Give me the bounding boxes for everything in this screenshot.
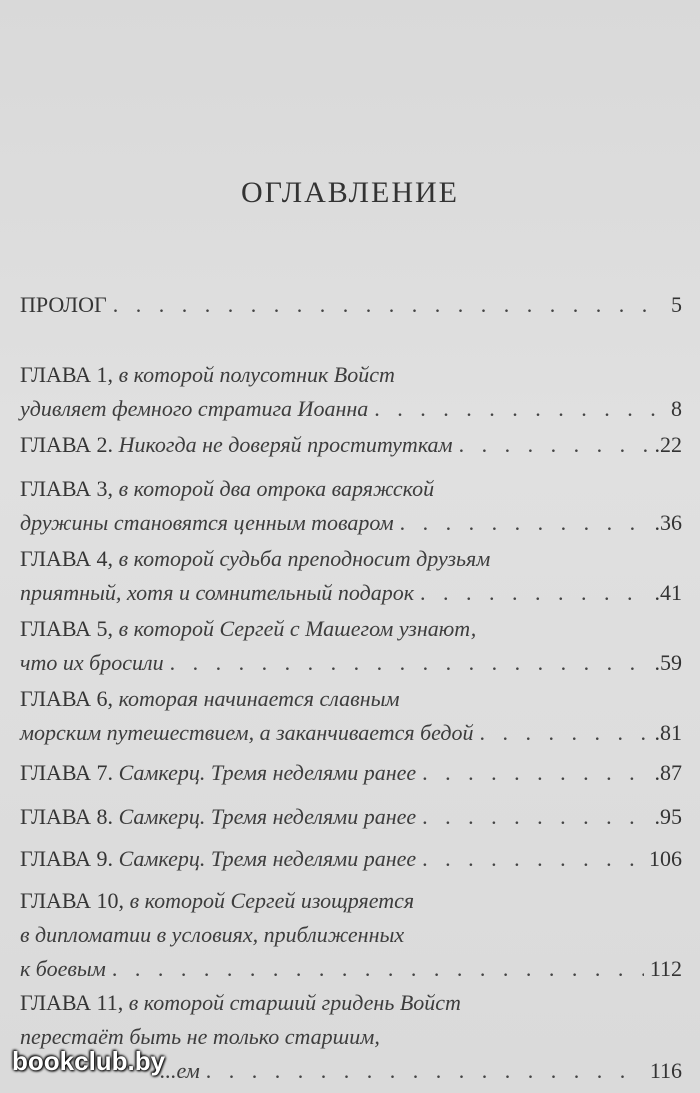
- toc-chapter-label: ГЛАВА 8.: [20, 804, 114, 829]
- toc-entry-prologue[interactable]: [20, 288, 682, 322]
- toc-chapter-subtitle: Самкерц. Тремя неделями ранее: [118, 846, 417, 871]
- page-title: ОГЛАВЛЕНИЕ: [241, 176, 459, 209]
- toc-page-number: .22: [654, 432, 682, 457]
- toc-chapter-subtitle: в которой два отрока варяжской: [118, 476, 435, 501]
- toc-chapter-subtitle-cont: удивляет фемного стратига Иоанна: [20, 396, 369, 421]
- toc-chapter-label: ГЛАВА 7.: [20, 760, 114, 785]
- leader-dots: [112, 952, 644, 986]
- toc-entry-chapter-8[interactable]: [20, 800, 682, 834]
- toc-chapter-subtitle: Никогда не доверяй проституткам: [118, 432, 453, 457]
- toc-chapter-subtitle-cont: дружины становятся ценным товаром: [20, 510, 394, 535]
- leader-dots: [420, 576, 648, 610]
- toc-chapter-label: ГЛАВА 2.: [20, 432, 114, 457]
- toc-entry-chapter-4[interactable]: [20, 542, 682, 610]
- toc-chapter-subtitle: в которой Сергей изощряется: [129, 888, 415, 913]
- toc-chapter-subtitle-cont: что их бросили: [20, 650, 164, 675]
- toc-entry-chapter-1[interactable]: [20, 358, 682, 426]
- toc-chapter-subtitle: в которой судьба преподносит друзьям: [118, 546, 491, 571]
- toc-page-number: .87: [654, 760, 682, 785]
- toc-chapter-subtitle-cont2: к боевым: [20, 956, 106, 981]
- toc-entry-chapter-7[interactable]: [20, 756, 682, 790]
- toc-chapter-subtitle-cont: приятный, хотя и сомнительный подарок: [20, 580, 415, 605]
- toc-chapter-label: ГЛАВА 10,: [20, 888, 125, 913]
- toc-page-number: 5: [671, 292, 682, 317]
- toc-chapter-subtitle-cont2: ...ем: [160, 1058, 200, 1083]
- toc-page-number: .36: [654, 510, 682, 535]
- toc-page-number: .95: [654, 804, 682, 829]
- leader-dots: [206, 1054, 644, 1088]
- toc-chapter-label: ГЛАВА 11,: [20, 990, 124, 1015]
- leader-dots: [480, 716, 649, 750]
- toc-chapter-label: ГЛАВА 9.: [20, 846, 114, 871]
- toc-page-number: .59: [654, 650, 682, 675]
- leader-dots: [170, 646, 649, 680]
- leader-dots: [422, 842, 643, 876]
- toc-page-number: 8: [671, 396, 682, 421]
- toc-chapter-label: ГЛАВА 6,: [20, 686, 114, 711]
- toc-entry-chapter-2[interactable]: [20, 428, 682, 462]
- toc-chapter-label: ГЛАВА 1,: [20, 362, 114, 387]
- site-watermark: bookclub.by: [12, 1046, 166, 1076]
- toc-entry-chapter-6[interactable]: [20, 682, 682, 750]
- toc-chapter-label: ГЛАВА 5,: [20, 616, 114, 641]
- toc-chapter-subtitle-cont: в дипломатии в условиях, приближенных: [20, 922, 405, 947]
- toc-chapter-subtitle-cont: морским путешествием, а заканчивается бедой: [20, 720, 474, 745]
- toc-chapter-subtitle: Самкерц. Тремя неделями ранее: [118, 760, 417, 785]
- leader-dots: [422, 756, 648, 790]
- leader-dots: [459, 428, 649, 462]
- leader-dots: [400, 506, 649, 540]
- toc-chapter-subtitle: которая начинается славным: [118, 686, 400, 711]
- toc-page-number: .81: [654, 720, 682, 745]
- toc-chapter-label: ГЛАВА 4,: [20, 546, 114, 571]
- toc-chapter-label: ГЛАВА 3,: [20, 476, 114, 501]
- toc-chapter-subtitle: Самкерц. Тремя неделями ранее: [118, 804, 417, 829]
- toc-entry-chapter-5[interactable]: [20, 612, 682, 680]
- toc-page-number: 116: [649, 1058, 682, 1083]
- toc-chapter-subtitle-cont: перестаёт быть не только старшим,: [20, 1024, 380, 1049]
- toc-chapter-subtitle: в которой старший гридень Войст: [128, 990, 461, 1015]
- toc-chapter-subtitle: в которой Сергей с Машегом узнают,: [118, 616, 477, 641]
- toc-chapter-subtitle: в которой полусотник Войст: [118, 362, 395, 387]
- toc-chapter-label: ПРОЛОГ: [20, 292, 107, 317]
- toc-entry-chapter-3[interactable]: [20, 472, 682, 540]
- toc-entry-chapter-10[interactable]: [20, 884, 682, 986]
- toc-page-number: 106: [649, 846, 682, 871]
- toc-entry-chapter-9[interactable]: [20, 842, 682, 876]
- leader-dots: [113, 288, 656, 322]
- toc-page-number: .41: [654, 580, 682, 605]
- toc-page-number: 112: [649, 956, 682, 981]
- leader-dots: [422, 800, 648, 834]
- leader-dots: [374, 392, 656, 426]
